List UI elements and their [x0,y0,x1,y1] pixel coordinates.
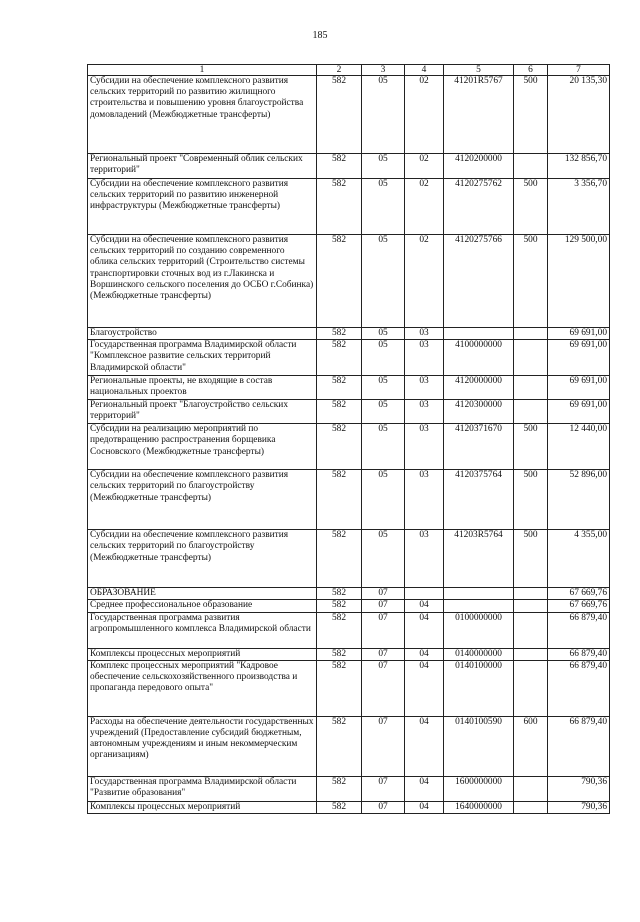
razdel-cell: 07 [362,716,405,776]
sum-cell: 129 500,00 [548,235,610,328]
vr-cell [514,776,548,801]
row-name-cell: Комплексы процессных мероприятий [88,801,317,813]
row-name-cell: Государственная программа Владимирской области "Развитие образования" [88,776,317,801]
sum-cell: 132 856,70 [548,154,610,179]
page-number: 185 [312,30,328,41]
table-row [88,154,610,179]
ved-cell: 582 [317,530,362,588]
column-header: 3 [362,65,405,76]
podrazdel-cell: 04 [405,716,444,776]
sum-cell: 67 669,76 [548,588,610,600]
ved-cell: 582 [317,328,362,340]
csr-cell: 0140100590 [444,716,514,776]
table-row [88,588,610,600]
row-name-cell: Субсидии на обеспечение комплексного развития сельских территорий по развитию инженерной инфраструктуры (Межбюджетные трансферты) [88,179,317,235]
podrazdel-cell [405,588,444,600]
vr-cell [514,154,548,179]
sum-cell: 790,36 [548,801,610,813]
column-header: 1 [88,65,317,76]
table-row [88,776,610,801]
row-name-cell: Региональные проекты, не входящие в состав национальных проектов [88,376,317,400]
row-name-cell: Среднее профессиональное образование [88,600,317,612]
csr-cell: 4120275766 [444,235,514,328]
podrazdel-cell: 03 [405,328,444,340]
table-row [88,424,610,470]
row-name-cell: Субсидии на реализацию мероприятий по предотвращению распространения борщевика Сосновского (Межбюджетные трансферты) [88,424,317,470]
razdel-cell: 07 [362,660,405,716]
csr-cell [444,328,514,340]
sum-cell: 3 356,70 [548,179,610,235]
sum-cell: 66 879,40 [548,648,610,660]
podrazdel-cell: 02 [405,154,444,179]
podrazdel-cell: 02 [405,179,444,235]
budget-table [87,64,610,814]
sum-cell: 52 896,00 [548,470,610,530]
razdel-cell: 05 [362,154,405,179]
table-row [88,612,610,648]
csr-cell: 1640000000 [444,801,514,813]
csr-cell: 4120375764 [444,470,514,530]
csr-cell: 41203R5764 [444,530,514,588]
table-body [88,76,610,814]
sum-cell: 69 691,00 [548,328,610,340]
ved-cell: 582 [317,340,362,376]
razdel-cell: 05 [362,179,405,235]
razdel-cell: 05 [362,328,405,340]
table-row [88,76,610,154]
sum-cell: 20 135,30 [548,76,610,154]
vr-cell: 500 [514,424,548,470]
row-name-cell: ОБРАЗОВАНИЕ [88,588,317,600]
razdel-cell: 07 [362,776,405,801]
podrazdel-cell: 03 [405,340,444,376]
row-name-cell: Региональный проект "Современный облик сельских территорий" [88,154,317,179]
podrazdel-cell: 03 [405,470,444,530]
sum-cell: 69 691,00 [548,376,610,400]
csr-cell: 4120200000 [444,154,514,179]
podrazdel-cell: 03 [405,400,444,424]
csr-cell: 4100000000 [444,340,514,376]
ved-cell: 582 [317,179,362,235]
row-name-cell: Субсидии на обеспечение комплексного развития сельских территорий по созданию современного облика сельских территорий (Строительство системы транспортировки сточных вод из г.Лакинска и Воршинского сельского поселения до ОСБО г.Собинка) (Межбюджетные трансферты) [88,235,317,328]
vr-cell [514,400,548,424]
podrazdel-cell: 04 [405,648,444,660]
vr-cell: 500 [514,235,548,328]
podrazdel-cell: 04 [405,660,444,716]
table-row [88,530,610,588]
csr-cell: 0100000000 [444,612,514,648]
vr-cell [514,588,548,600]
csr-cell: 0140000000 [444,648,514,660]
ved-cell: 582 [317,376,362,400]
vr-cell [514,340,548,376]
table-row [88,400,610,424]
vr-cell: 600 [514,716,548,776]
csr-cell [444,588,514,600]
table-row [88,328,610,340]
vr-cell: 500 [514,179,548,235]
row-name-cell: Государственная программа развития агропромышленного комплекса Владимирской области [88,612,317,648]
razdel-cell: 07 [362,588,405,600]
vr-cell [514,801,548,813]
podrazdel-cell: 04 [405,801,444,813]
column-header: 7 [548,65,610,76]
razdel-cell: 05 [362,424,405,470]
razdel-cell: 07 [362,648,405,660]
table-row [88,179,610,235]
row-name-cell: Субсидии на обеспечение комплексного развития сельских территорий по благоустройству (Межбюджетные трансферты) [88,530,317,588]
table-row [88,235,610,328]
sum-cell: 66 879,40 [548,716,610,776]
column-number-row [88,65,610,76]
csr-cell: 41201R5767 [444,76,514,154]
column-header: 6 [514,65,548,76]
sum-cell: 69 691,00 [548,400,610,424]
csr-cell: 4120000000 [444,376,514,400]
ved-cell: 582 [317,776,362,801]
ved-cell: 582 [317,154,362,179]
csr-cell: 4120275762 [444,179,514,235]
podrazdel-cell: 02 [405,235,444,328]
vr-cell [514,612,548,648]
razdel-cell: 07 [362,612,405,648]
vr-cell: 500 [514,470,548,530]
row-name-cell: Комплекс процессных мероприятий "Кадровое обеспечение сельскохозяйственного производства и пропаганда передового опыта" [88,660,317,716]
ved-cell: 582 [317,76,362,154]
csr-cell [444,600,514,612]
ved-cell: 582 [317,588,362,600]
column-header: 5 [444,65,514,76]
podrazdel-cell: 04 [405,612,444,648]
row-name-cell: Расходы на обеспечение деятельности государственных учреждений (Предоставление субсидий бюджетным, автономным учреждениям и иным некоммерческим организациям) [88,716,317,776]
podrazdel-cell: 02 [405,76,444,154]
razdel-cell: 07 [362,600,405,612]
row-name-cell: Субсидии на обеспечение комплексного развития сельских территорий по развитию жилищного строительства и повышению уровня благоустройства домовладений (Межбюджетные трансферты) [88,76,317,154]
ved-cell: 582 [317,235,362,328]
razdel-cell: 05 [362,76,405,154]
podrazdel-cell: 04 [405,600,444,612]
row-name-cell: Государственная программа Владимирской области "Комплексное развитие сельских территорий Владимирской области" [88,340,317,376]
ved-cell: 582 [317,716,362,776]
table-row [88,648,610,660]
sum-cell: 66 879,40 [548,660,610,716]
ved-cell: 582 [317,400,362,424]
csr-cell: 1600000000 [444,776,514,801]
vr-cell [514,328,548,340]
column-header: 4 [405,65,444,76]
sum-cell: 4 355,00 [548,530,610,588]
sum-cell: 67 669,76 [548,600,610,612]
ved-cell: 582 [317,600,362,612]
vr-cell [514,376,548,400]
podrazdel-cell: 03 [405,424,444,470]
vr-cell [514,648,548,660]
table-row [88,660,610,716]
razdel-cell: 05 [362,340,405,376]
csr-cell: 0140100000 [444,660,514,716]
podrazdel-cell: 04 [405,776,444,801]
vr-cell [514,660,548,716]
vr-cell: 500 [514,76,548,154]
table-row [88,470,610,530]
sum-cell: 69 691,00 [548,340,610,376]
table-row [88,716,610,776]
razdel-cell: 05 [362,235,405,328]
ved-cell: 582 [317,801,362,813]
razdel-cell: 05 [362,470,405,530]
csr-cell: 4120300000 [444,400,514,424]
vr-cell: 500 [514,530,548,588]
row-name-cell: Комплексы процессных мероприятий [88,648,317,660]
table-row [88,376,610,400]
vr-cell [514,600,548,612]
razdel-cell: 05 [362,400,405,424]
ved-cell: 582 [317,660,362,716]
razdel-cell: 05 [362,530,405,588]
razdel-cell: 05 [362,376,405,400]
ved-cell: 582 [317,648,362,660]
razdel-cell: 07 [362,801,405,813]
ved-cell: 582 [317,424,362,470]
ved-cell: 582 [317,470,362,530]
table-row [88,340,610,376]
sum-cell: 66 879,40 [548,612,610,648]
row-name-cell: Субсидии на обеспечение комплексного развития сельских территорий по благоустройству (Межбюджетные трансферты) [88,470,317,530]
ved-cell: 582 [317,612,362,648]
sum-cell: 790,36 [548,776,610,801]
table-row [88,801,610,813]
column-header: 2 [317,65,362,76]
sum-cell: 12 440,00 [548,424,610,470]
table-row [88,600,610,612]
podrazdel-cell: 03 [405,376,444,400]
row-name-cell: Благоустройство [88,328,317,340]
row-name-cell: Региональный проект "Благоустройство сельских территорий" [88,400,317,424]
csr-cell: 4120371670 [444,424,514,470]
podrazdel-cell: 03 [405,530,444,588]
